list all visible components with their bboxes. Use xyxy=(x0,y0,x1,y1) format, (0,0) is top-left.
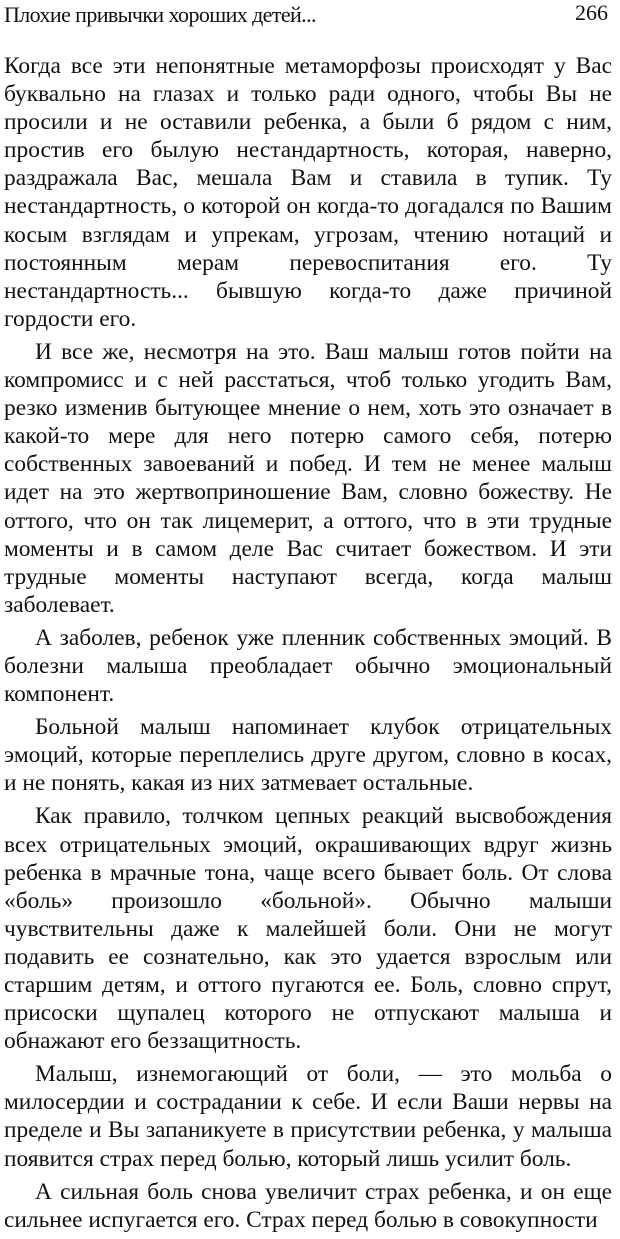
page-header xyxy=(4,0,612,36)
paragraph-3: А заболев, ребенок уже пленник собственных эмоций. В болезни малыша преобладает обычно эмоциональный компонент. xyxy=(4,624,612,708)
paragraph-6: Малыш, изнемогающий от боли, — это мольба о милосердии и сострадании к себе. И если Ваши нервы на пределе и Вы запаникуете в присутствии ребенка, у малыша появится страх перед болью, который лишь усилит боль. xyxy=(4,1061,612,1172)
body-text xyxy=(4,52,612,1239)
paragraph-4: Больной малыш напоминает клубок отрицательных эмоций, которые переплелись друге другом, словно в косах, и не понять, какая из них затмевает остальные. xyxy=(4,714,612,797)
paragraph-5: Как правило, толчком цепных реакций высвобождения всех отрицательных эмоций, окрашивающих вдруг жизнь ребенка в мрачные тона, чаще всего бывает боль. От слова «боль» произошло «больной». Обычно малыши чувствительны даже к малейшей боли. Они не могут подавить ее сознательно, как это удается взрослым или старшим детям, и оттого пугаются ее. Боль, словно спрут, присоски щупалец которого не отпускают малыша и обнажают его беззащитность. xyxy=(4,803,612,1055)
running-title: Плохие привычки хороших детей... xyxy=(4,2,316,27)
paragraph-2: И все же, несмотря на это. Ваш малыш готов пойти на компромисс и с ней расстаться, чтоб только угодить Вам, резко изменив бытующее мнение о нем, хоть это означает в какой-то мере для него потерю самого себя, потерю собственных завоеваний и побед. И тем не менее малыш идет на это жертвоприношение Вам, словно божеству. Не оттого, что он так лицемерит, а оттого, что в эти трудные моменты и в самом деле Вас считает божеством. И эти трудные моменты наступают всегда, когда малыш заболевает. xyxy=(4,338,612,618)
paragraph-7: А сильная боль снова увеличит страх ребенка, и он еще сильнее испугается его. Страх перед болью в совокупности xyxy=(4,1178,612,1233)
page-number: 266 xyxy=(575,0,608,25)
paragraph-1: Когда все эти непонятные метаморфозы происходят у Вас буквально на глазах и только ради одного, чтобы Вы не просили и не оставили ребенка, а были б рядом с ним, простив его былую нестандартность, которая, наверно, раздражала Вас, мешала Вам и ставила в тупик. Ту нестандартность, о которой он когда-то догадался по Вашим косым взглядам и упрекам, угрозам, чтению нотаций и постоянным мерам перевоспитания его. Ту нестандартность... бывшую когда-то даже причиной гордости его. xyxy=(4,53,612,332)
